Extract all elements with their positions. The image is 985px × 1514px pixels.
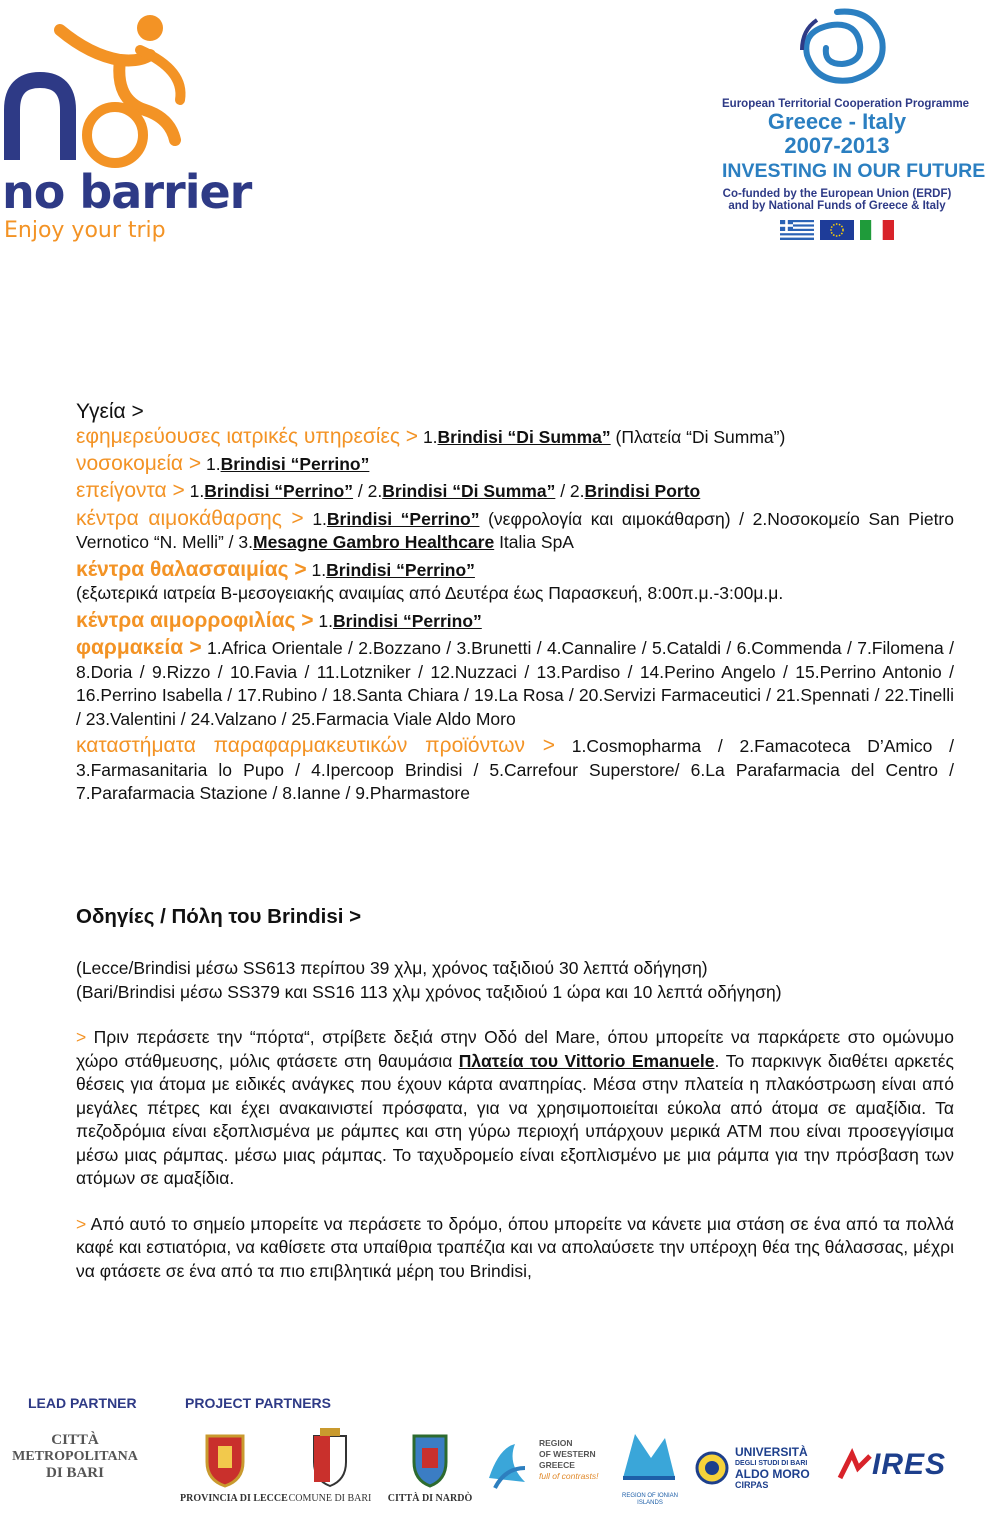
program-line6: and by National Funds of Greece & Italy	[728, 200, 946, 212]
program-line3: 2007-2013	[784, 133, 890, 158]
citta-nardo-logo	[385, 1428, 475, 1504]
nardo-crest-icon	[408, 1428, 452, 1488]
directions-section	[76, 904, 954, 1283]
swirl-icon	[722, 0, 952, 95]
dialysis-text-1: (νεφρολογία και αιμοκάθαρση) / 2.Νοσοκομείο San Pietro Vernotico “N. Melli” / 3.	[76, 508, 954, 552]
emergency-n3: / 2.	[555, 481, 585, 501]
ionian-name: REGION OF IONIAN ISLANDS	[621, 1493, 678, 1506]
health-title: Υγεία >	[76, 400, 144, 423]
project-partners-label: PROJECT PARTNERS	[185, 1395, 331, 1411]
dialysis-text-3: Italia SpA	[494, 532, 574, 552]
no-barrier-tagline: Enjoy your trip	[4, 218, 166, 243]
italian-flag-icon	[860, 220, 894, 240]
directions-paragraph-1	[76, 1026, 954, 1191]
p1-text-b: . Το παρκινγκ διαθέτει αρκετές θέσεις για άτομα με ειδικές ανάγκες που έχουν κάρτα αναπηρίας. Μέσα στην πλατεία η πλακόστρωση είναι από μεγάλες πέτρες και έχει ανακαινιστεί πρόσφατα, για να χρησιμοποιείται εύκολα από άτομα σε αμαξίδια. Τα πεζοδρόμια είναι εξοπλισμένα με ράμπες και στη γύρω περιοχή υπάρχουν μερικά ATM που είναι προσεγγίσιμα μέσω μιας ράμπας. μέσω μιας ράμπας. Το ταχυδρομείο είναι εξοπλισμένο με μια ράμπα για την πρόσβαση των ατόμων σε αμαξίδια.	[76, 1050, 954, 1188]
university-bari-logo	[695, 1445, 830, 1495]
nardo-name: CITTÀ DI NARDÒ	[387, 1493, 473, 1504]
bari-l1: CITTÀ	[51, 1432, 99, 1448]
ires-logo	[838, 1448, 948, 1488]
flags	[722, 220, 952, 240]
bari-crest-icon	[308, 1428, 352, 1488]
lead-partner-label: LEAD PARTNER	[28, 1395, 137, 1411]
dialysis-n1: 1.	[312, 508, 327, 529]
wg-l3: GREECE	[539, 1460, 575, 1470]
hemophilia-n1: 1.	[318, 610, 333, 631]
thalassemia-note: (εξωτερικά ιατρεία Β-μεσογειακής αναιμίας από Δευτέρα έως Παρασκευή, 8:00π.μ.-3:00μ.μ.	[76, 583, 784, 603]
emergency-link-1[interactable]: Brindisi “Perrino”	[204, 481, 354, 501]
parapharmacy-list: 1.Cosmopharma / 2.Famacoteca D’Amico / 3.Farmasanitaria lo Pupo / 4.Ipercoop Brindisi / 5.Carrefour Superstore/ 6.La Parafarmacia del Centro / 7.Parafarmacia Stazione / 8.Ianne / 9.Pharmastore	[76, 736, 954, 803]
emergency-line	[76, 479, 954, 504]
parapharmacy-line	[76, 734, 954, 806]
hospitals-line	[76, 452, 954, 477]
no-barrier-logo	[0, 0, 252, 250]
pharmacies-label: φαρμακεία >	[76, 636, 202, 659]
emergency-link-2[interactable]: Brindisi “Di Summa”	[382, 481, 556, 501]
lecce-crest-icon	[203, 1428, 247, 1488]
hemophilia-line	[76, 609, 954, 634]
program-line4: INVESTING IN OUR FUTURE	[722, 160, 985, 182]
duty-n1: 1.	[422, 427, 438, 447]
wg-l4: full of contrasts!	[539, 1471, 599, 1481]
duty-services-line	[76, 425, 954, 450]
health-section	[76, 398, 954, 806]
ionian-shape-icon	[615, 1428, 679, 1488]
ires-mark-icon	[838, 1452, 872, 1482]
hospitals-label: νοσοκομεία >	[76, 451, 202, 475]
thalassemia-n1: 1.	[311, 559, 327, 580]
thalassemia-label: κέντρα θαλασσαιμίας >	[76, 557, 307, 581]
thalassemia-link-1[interactable]: Brindisi “Perrino”	[326, 559, 475, 580]
duty-link-1[interactable]: Brindisi “Di Summa”	[437, 427, 611, 447]
parapharmacy-label: καταστήματα παραφαρμακευτικών προϊόντων >	[76, 734, 555, 757]
hospitals-link-1[interactable]: Brindisi “Perrino”	[220, 453, 370, 474]
dialysis-link-1[interactable]: Brindisi “Perrino”	[326, 508, 480, 529]
dialysis-label: κέντρα αιμοκάθαρσης >	[76, 506, 304, 530]
emergency-n1: 1.	[189, 481, 205, 501]
provincia-lecce-logo	[180, 1428, 288, 1504]
bari-l2: METROPOLITANA	[12, 1449, 138, 1464]
emergency-label: επείγοντα >	[76, 479, 185, 502]
program-logo	[722, 0, 985, 250]
pharmacies-list: 1.Africa Orientale / 2.Bozzano / 3.Brunetti / 4.Cannalire / 5.Cataldi / 6.Commenda / 7.Filomena / 8.Doria / 9.Rizzo / 10.Favia / 11.Lotzniker / 12.Nuzzaci / 13.Pardiso / 14.Perino Angelo / 15.Perrino Antonio / 16.Perrino Isabella / 17.Rubino / 18.Santa Chiara / 19.La Rosa / 20.Servizi Farmaceutici / 21.Spennati / 22.Tinelli / 23.Valentini / 24.Valzano / 25.Farmacia Viale Aldo Moro	[76, 638, 954, 729]
emergency-link-3[interactable]: Brindisi Porto	[584, 481, 701, 501]
arrow-marker-1: >	[76, 1027, 87, 1047]
citta-metropolitana-bari-logo	[6, 1432, 144, 1482]
duty-after: (Πλατεία “Di Summa”)	[610, 427, 786, 447]
arrow-marker-2: >	[76, 1213, 87, 1234]
uniba-l1: UNIVERSITÀ	[735, 1445, 808, 1459]
thalassemia-line	[76, 558, 954, 606]
dialysis-link-3[interactable]: Mesagne Gambro Healthcare	[253, 532, 495, 552]
uniba-l2: DEGLI STUDI DI BARI	[735, 1460, 808, 1467]
wg-l1: REGION	[539, 1438, 573, 1448]
directions-title: Οδηγίες / Πόλη του Brindisi >	[76, 905, 362, 928]
program-line1: European Territorial Cooperation Programme	[722, 98, 970, 110]
bari-l3: DI BARI	[46, 1465, 104, 1481]
vittorio-emanuele-link[interactable]: Πλατεία του Vittorio Emanuele	[458, 1050, 715, 1071]
western-greece-wave-icon	[485, 1438, 529, 1494]
route-lecce: (Lecce/Brindisi μέσω SS613 περίπου 39 χλμ, χρόνος ταξιδιού 30 λεπτά οδήγηση)	[76, 958, 708, 978]
p2-text: Από αυτό το σημείο μπορείτε να περάσετε το δρόμο, όπου μπορείτε να κάνετε μια στάση σε ένα από τα πολλά καφέ και εστιατόρια, να καθίσετε στα υπαίθρια τραπέζια και να απολαύσετε την υπέροχη θέα της θάλασσας, μέχρι να φτάσετε σε ένα από τα πιο επιβλητικά μέρη του Brindisi,	[76, 1213, 954, 1281]
lecce-name: PROVINCIA DI LECCE	[180, 1493, 288, 1504]
comune-bari-name: COMUNE DI BARI	[288, 1493, 372, 1504]
emergency-n2: / 2.	[353, 481, 383, 501]
eu-flag-icon	[820, 220, 854, 240]
no-barrier-wordmark: no barrier	[2, 165, 252, 219]
route-bari: (Bari/Brindisi μέσω SS379 και SS16 113 χλμ χρόνος ταξιδιού 1 ώρα και 10 λεπτά οδήγηση)	[76, 981, 782, 1002]
comune-bari-logo	[285, 1428, 375, 1504]
hospitals-n1: 1.	[205, 453, 221, 474]
wg-l2: OF WESTERN	[539, 1449, 596, 1459]
uniba-l3: ALDO MORO	[735, 1467, 810, 1481]
program-line5: Co-funded by the European Union (ERDF)	[722, 188, 952, 200]
greek-flag-icon	[780, 220, 814, 240]
ionian-islands-logo	[615, 1428, 685, 1508]
ires-name: IRES	[872, 1448, 947, 1481]
duty-services-label: εφημερεύουσες ιατρικές υπηρεσίες >	[76, 425, 419, 448]
university-seal-icon	[695, 1451, 729, 1485]
hemophilia-label: κέντρα αιμορροφιλίας >	[76, 608, 314, 632]
western-greece-logo	[485, 1432, 605, 1502]
directions-paragraph-2	[76, 1213, 954, 1284]
hemophilia-link-1[interactable]: Brindisi “Perrino”	[333, 610, 482, 631]
p1-text-a: Πριν περάσετε την “πόρτα“, στρίβετε δεξιά στην Οδό del Mare, όπου μπορείτε να παρκάρετε στο ομώνυμο χώρο στάθμευσης, μόλις φτάσετε στη θαυμάσια	[76, 1027, 954, 1071]
program-line2: Greece - Italy	[767, 109, 907, 134]
uniba-l4: CIRPAS	[735, 1480, 769, 1490]
pharmacies-line	[76, 636, 954, 731]
dialysis-line	[76, 507, 954, 555]
